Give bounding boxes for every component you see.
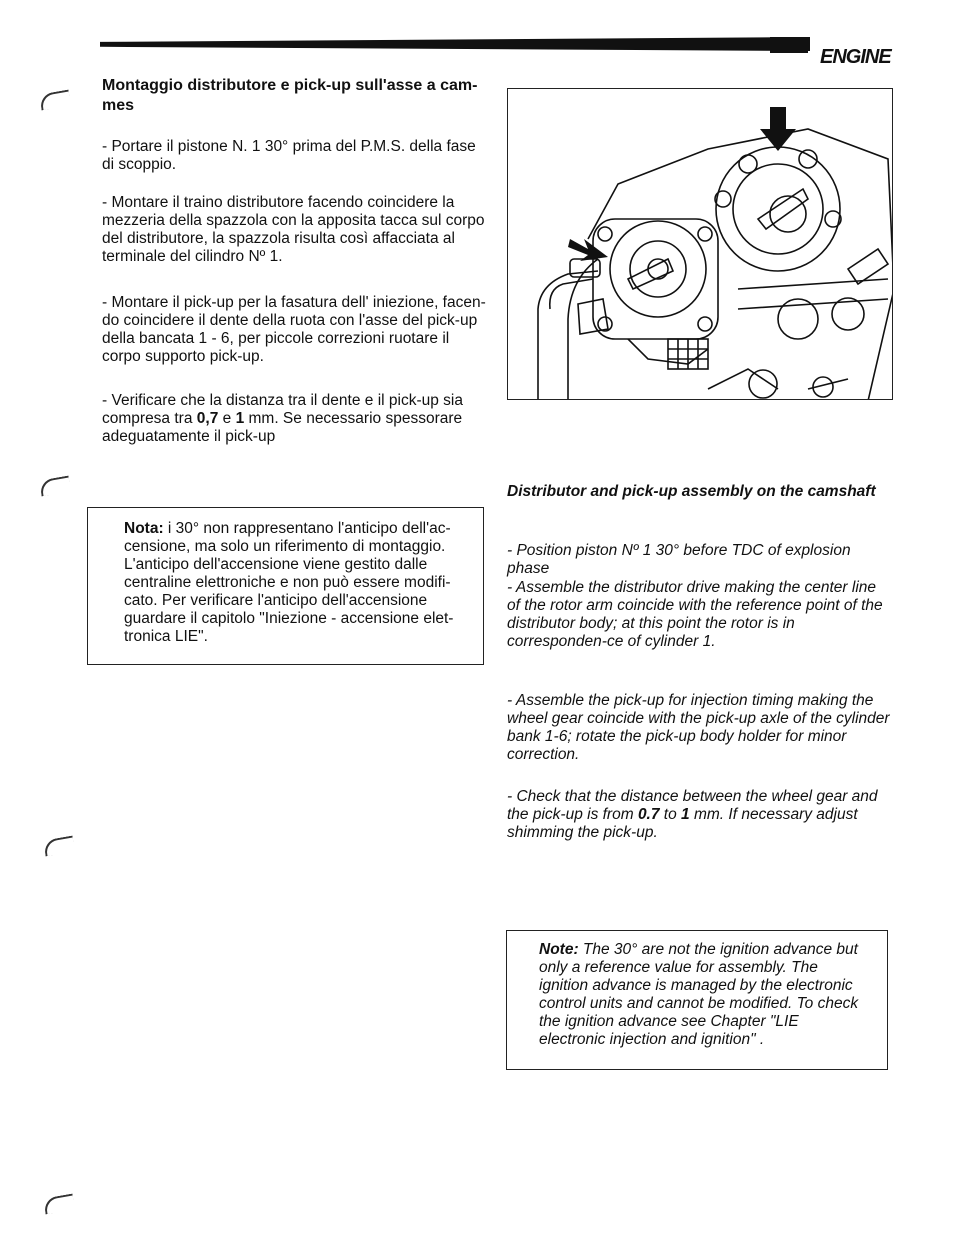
english-step-2: - Assemble the distributor drive making the center line of the rotor arm coincide with the reference point of the distributor body; at this point the rotor is in corresponden-ce of cylinder 1. — [507, 579, 883, 650]
english-step-4: - Check that the distance between the wheel gear and the pick-up is from 0.7 to 1 mm. If necessary adjust shimming the pick-up. — [507, 788, 878, 841]
header-rule-end — [770, 37, 808, 53]
header-rule — [100, 37, 810, 51]
arrow-icon — [760, 107, 796, 151]
binder-hole-mark — [39, 90, 71, 111]
binder-hole-mark — [39, 476, 71, 497]
note-label: Note: — [539, 941, 579, 958]
italian-title: Montaggio distributore e pick-up sull'asse a cam-mes — [102, 77, 478, 114]
section-title: ENGINE — [820, 46, 891, 68]
note-label: Nota: — [124, 520, 164, 537]
italian-step-3: - Montare il pick-up per la fasatura dell' iniezione, facen-do coincidere il dente della ruota con l'asse del pick-up della bancata 1 - 6, per piccole correzioni ruotare il corpo supporto pick-up. — [102, 294, 486, 365]
italian-note-box — [87, 507, 484, 665]
italian-step-4: - Verificare che la distanza tra il dente e il pick-up sia compresa tra 0,7 e 1 mm. Se necessario spessorare adeguatamente il pick-up — [102, 392, 463, 445]
english-step-3: - Assemble the pick-up for injection timing making the wheel gear coincide with the pick-up axle of the cylinder bank 1-6; rotate the pick-up body holder for minor correction. — [507, 692, 890, 763]
italian-step-1: - Portare il pistone N. 1 30° prima del P.M.S. della fase di scoppio. — [102, 138, 476, 173]
engine-drawing — [508, 89, 893, 400]
binder-hole-mark — [43, 836, 75, 857]
english-title: Distributor and pick-up assembly on the camshaft — [507, 483, 876, 500]
distributor-figure — [507, 88, 893, 400]
note-text: i 30° non rappresentano l'anticipo dell'ac-censione, ma solo un riferimento di montaggio. L'anticipo dell'accensione viene gestito dalle centraline elettroniche e non può essere modifi-cato. Per verificare l'anticipo dell'accensione guardare il capitolo "Iniezione - accensione elet-tronica LIE". — [124, 520, 454, 645]
arrow-icon — [568, 239, 608, 261]
italian-step-2: - Montare il traino distributore facendo coincidere la mezzeria della spazzola con la apposita tacca sul corpo del distributore, la spazzola risulta così affacciata al terminale del cilindro Nº 1. — [102, 194, 485, 265]
binder-hole-mark — [43, 1194, 75, 1215]
note-text: The 30° are not the ignition advance but only a reference value for assembly. The ignition advance is managed by the electronic control units and cannot be modified. To check the ignition advance see Chapter "LIE electronic injection and ignition" . — [539, 941, 859, 1048]
english-step-1: - Position piston Nº 1 30° before TDC of explosion phase — [507, 542, 851, 577]
english-note-box — [506, 930, 888, 1070]
